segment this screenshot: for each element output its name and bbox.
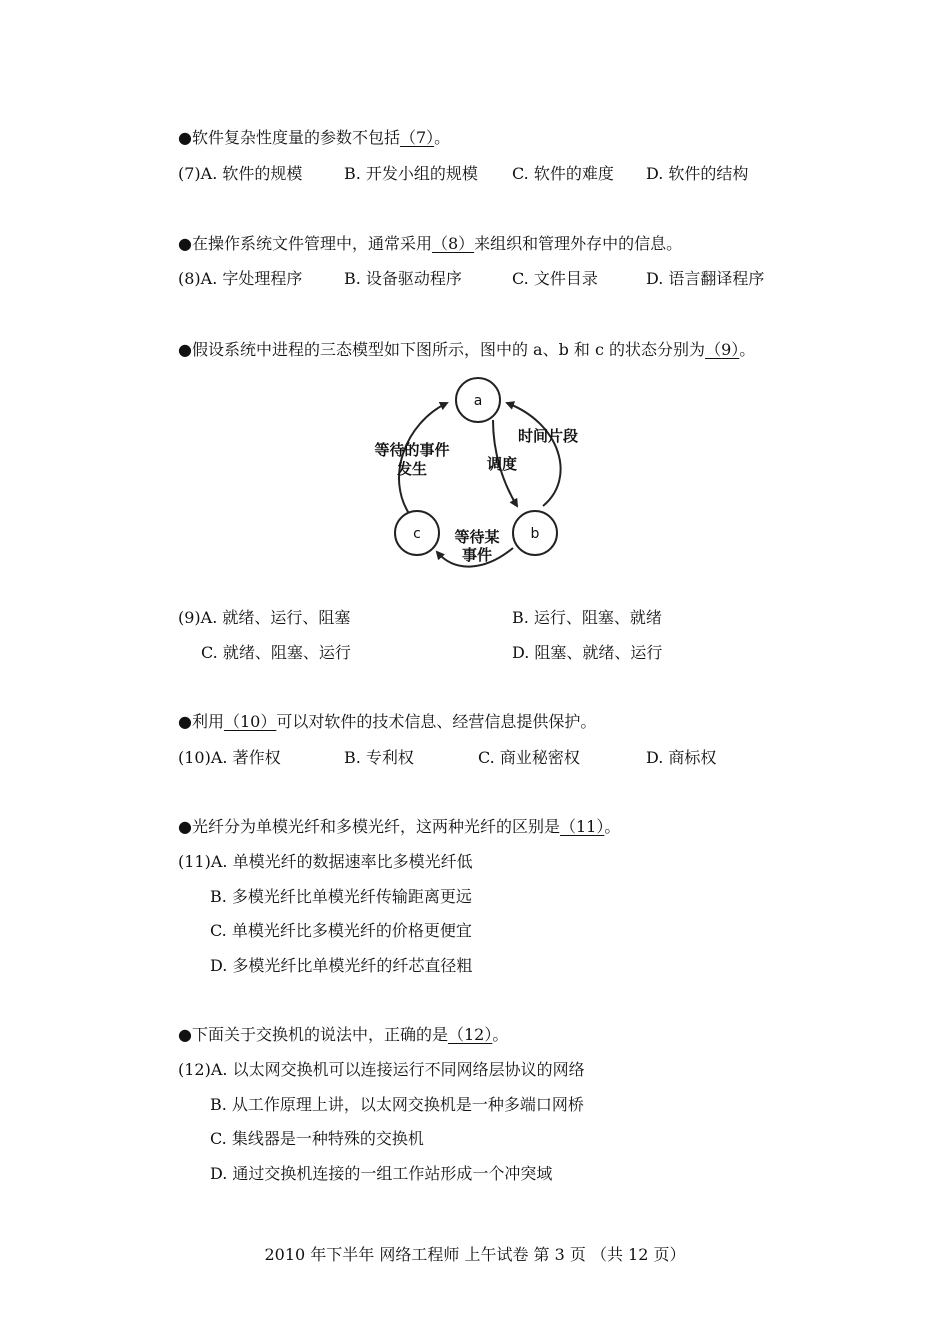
q11-option-b: B. 多模光纤比单模光纤传输距离更远 [210, 887, 472, 906]
q8-option-a: (8)A. 字处理程序 [178, 269, 303, 288]
q10-option-d: D. 商标权 [646, 748, 717, 767]
q9-option-c: C. 就绪、阻塞、运行 [201, 643, 351, 662]
q7-option-a: (7)A. 软件的规模 [178, 164, 303, 183]
edge-label-event-line2: 发生 [396, 460, 428, 478]
question-12-stem: ●下面关于交换机的说法中，正确的是（12）。 [178, 1025, 509, 1044]
blank-12: （12） [447, 1025, 493, 1044]
q7-option-d: D. 软件的结构 [646, 164, 749, 183]
q12-option-a: (12)A. 以太网交换机可以连接运行不同网络层协议的网络 [178, 1060, 585, 1079]
state-b-label: b [530, 526, 540, 542]
blank-9: （9） [705, 340, 740, 359]
state-a-label: a [473, 393, 483, 409]
question-9-stem: ●假设系统中进程的三态模型如下图所示，图中的 a、b 和 c 的状态分别为（9）。 [178, 340, 756, 359]
blank-10: （10） [223, 712, 277, 731]
edge-label-schedule: 调度 [486, 455, 518, 473]
q12-option-b: B. 从工作原理上讲，以太网交换机是一种多端口网桥 [210, 1095, 584, 1114]
q9-option-a: (9)A. 就绪、运行、阻塞 [178, 608, 351, 627]
edge-label-event-line1: 等待的事件 [374, 441, 450, 459]
q8-option-c: C. 文件目录 [512, 269, 598, 288]
q11-option-a: (11)A. 单模光纤的数据速率比多模光纤低 [178, 852, 473, 871]
q11-option-c: C. 单模光纤比多模光纤的价格更便宜 [210, 921, 472, 940]
question-10-stem: ●利用（10）可以对软件的技术信息、经营信息提供保护。 [178, 712, 597, 731]
edge-label-wait-line2: 事件 [461, 546, 493, 564]
q12-option-d: D. 通过交换机连接的一组工作站形成一个冲突域 [210, 1164, 553, 1183]
question-11-stem: ●光纤分为单模光纤和多模光纤，这两种光纤的区别是（11）。 [178, 817, 621, 836]
q10-option-c: C. 商业秘密权 [478, 748, 580, 767]
page-footer: 2010 年下半年 网络工程师 上午试卷 第 3 页 （共 12 页） [264, 1245, 686, 1264]
question-7-stem: ●软件复杂性度量的参数不包括（7）。 [178, 128, 451, 147]
q7-option-c: C. 软件的难度 [512, 164, 614, 183]
arc-event-occur [399, 403, 447, 515]
q10-option-a: (10)A. 著作权 [178, 748, 281, 767]
blank-8: （8） [431, 234, 475, 253]
q7-option-b: B. 开发小组的规模 [344, 164, 478, 183]
q10-option-b: B. 专利权 [344, 748, 414, 767]
state-c-label: c [413, 526, 421, 542]
q8-option-b: B. 设备驱动程序 [344, 269, 462, 288]
q9-option-d: D. 阻塞、就绪、运行 [512, 643, 663, 662]
blank-11: （11） [559, 817, 605, 836]
q12-option-c: C. 集线器是一种特殊的交换机 [210, 1129, 424, 1148]
edge-label-wait-line1: 等待某 [454, 528, 500, 546]
blank-7: （7） [399, 128, 435, 147]
process-state-diagram [355, 368, 595, 573]
q9-option-b: B. 运行、阻塞、就绪 [512, 608, 662, 627]
question-8-stem: ●在操作系统文件管理中，通常采用（8）来组织和管理外存中的信息。 [178, 234, 683, 253]
edge-label-time-slice: 时间片段 [517, 427, 579, 445]
q11-option-d: D. 多模光纤比单模光纤的纤芯直径粗 [210, 956, 473, 975]
q8-option-d: D. 语言翻译程序 [646, 269, 765, 288]
